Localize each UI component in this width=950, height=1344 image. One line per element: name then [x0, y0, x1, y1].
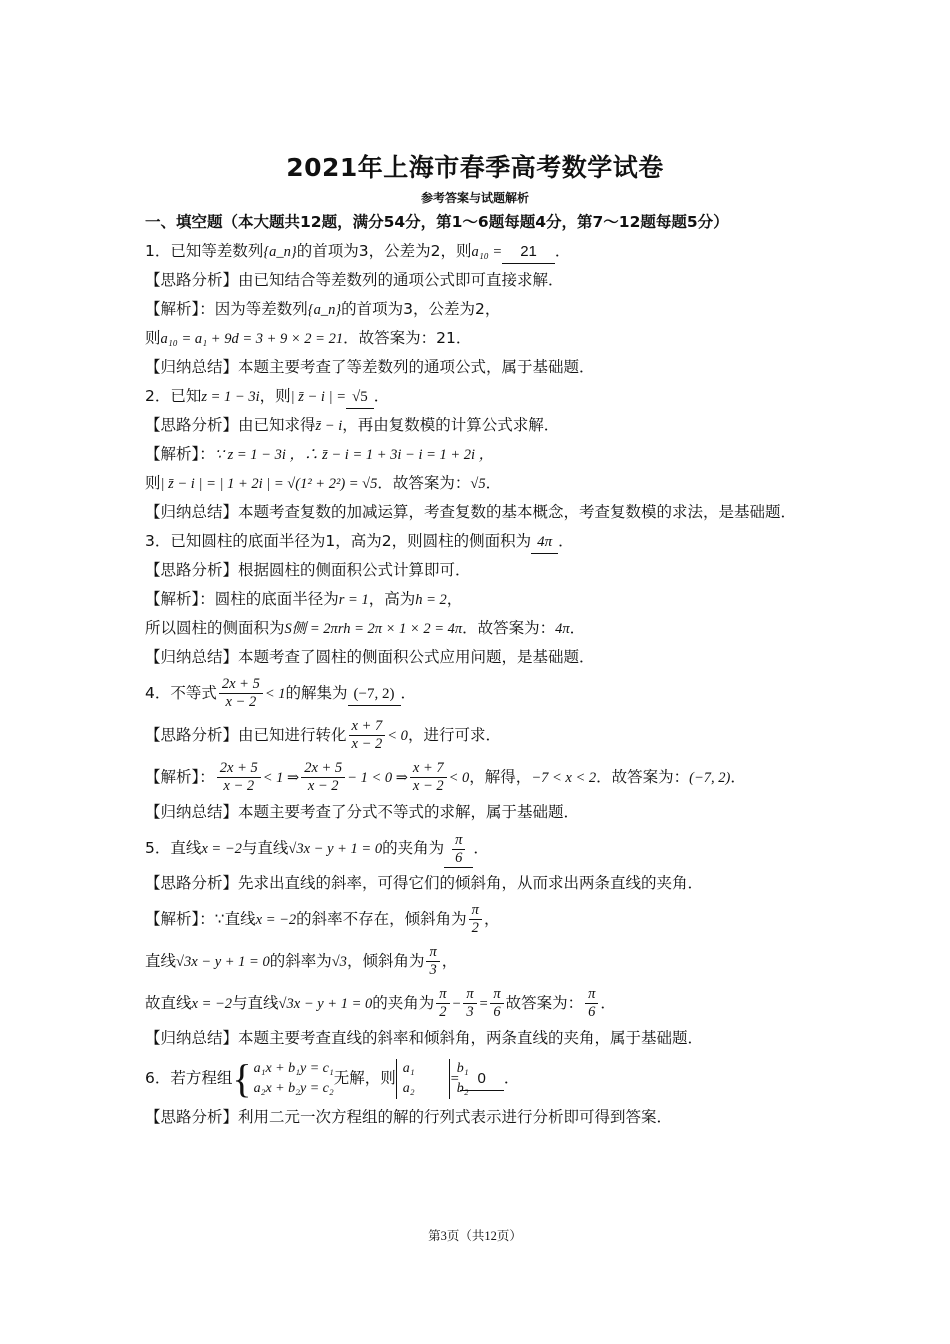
document-body: [145, 208, 825, 1132]
question-1-solution: 【解析】：因为等差数列{a_n}的首项为3，公差为2，: [145, 300, 501, 318]
fraction: $\frac{\pi}{3}$: [426, 944, 439, 979]
equation-system: { a₁x + b₁y = c₁ a₂x + b₂y = c₂: [232, 1055, 334, 1101]
fraction: $\frac{2x + 5}{x - 2}$: [219, 676, 263, 711]
section-heading: 一、填空题（本大题共12题，满分54分，第1～6题每题4分，第7～12题每题5分）: [145, 213, 729, 231]
fraction: $\frac{2x + 5}{x - 2}$: [301, 760, 345, 795]
question-5-analysis: 【思路分析】先求出直线的斜率，可得它们的倾斜角，从而求出两条直线的夹角．: [145, 874, 704, 892]
question-6-analysis: 【思路分析】利用二元一次方程组的解的行列式表示进行分析即可得到答案．: [145, 1108, 673, 1126]
fraction: $\frac{\pi}{6}$: [490, 986, 503, 1021]
question-2-solution: 【解析】：∵ z = 1 − 3i ，∴ z̄ − i = 1 + 3i − i = 1 + 2i ，: [145, 445, 494, 463]
fraction: $\frac{\pi}{6}$: [452, 832, 465, 867]
fraction: $\frac{x + 7}{x - 2}$: [410, 760, 447, 795]
answer-blank: [444, 832, 473, 868]
question-5-summary: 【归纳总结】本题主要考查直线的斜率和倾斜角，两条直线的夹角，属于基础题．: [145, 1029, 704, 1047]
fraction: $\frac{\pi}{6}$: [585, 986, 598, 1021]
fraction: $\frac{2x + 5}{x - 2}$: [217, 760, 261, 795]
question-5-solution: 【解析】：∵直线x = −2的斜率不存在，倾斜角为 $\frac{\pi}{2}$ ，: [145, 902, 500, 936]
question-2-stem: 2．已知z = 1 − 3i，则| z̄ − i | = √5 ．: [145, 382, 825, 411]
question-4-summary: 【归纳总结】本题主要考查了分式不等式的求解，属于基础题．: [145, 803, 580, 821]
question-2-solution-2: 则| z̄ − i | = | 1 + 2i | = √(1² + 2²) = √5．故答案为：√5．: [145, 474, 502, 492]
question-5-solution-3: 故直线x = −2与直线√3x − y + 1 = 0的夹角为 $\frac{\pi}{2}$ − $\frac{\pi}{3}$ = $\frac{\pi}{6}$ 故答案为： $\frac{\pi}{6}$ ．: [145, 986, 616, 1020]
question-3-solution-2: 所以圆柱的侧面积为S侧 = 2πrh = 2π × 1 × 2 = 4π．故答案为：4π．: [145, 619, 586, 637]
page-title: 2021年上海市春季高考数学试卷: [286, 153, 664, 182]
answer-blank: 0: [460, 1068, 504, 1091]
answer-blank: (−7, 2): [348, 683, 401, 706]
question-3-summary: 【归纳总结】本题考查了圆柱的侧面积公式应用问题，是基础题．: [145, 648, 595, 666]
page-subtitle: 参考答案与试题解析: [420, 191, 529, 205]
fraction: $\frac{\pi}{2}$: [436, 986, 449, 1021]
question-4-solution: 【解析】： $\frac{2x + 5}{x - 2}$ < 1 ⇒ $\frac{2x + 5}{x - 2}$ − 1 < 0 ⇒ $\frac{x + 7}{x - 2}$ < 0，解得，−7 < x < 2．故答案为：(−7, 2)．: [145, 760, 746, 794]
fraction: $\frac{\pi}{3}$: [463, 986, 476, 1021]
question-3-analysis: 【思路分析】根据圆柱的侧面积公式计算即可．: [145, 561, 471, 579]
page-footer: 第3页（共12页）: [428, 1229, 522, 1243]
question-4-analysis: 【思路分析】由已知进行转化 $\frac{x + 7}{x - 2}$ < 0，进行可求．: [145, 718, 501, 752]
answer-blank: 4π: [531, 531, 558, 554]
question-3-stem: 3．已知圆柱的底面半径为1，高为2，则圆柱的侧面积为 4π ．: [145, 527, 825, 556]
question-1-analysis: 【思路分析】由已知结合等差数列的通项公式即可直接求解．: [145, 271, 564, 289]
question-3-solution: 【解析】：圆柱的底面半径为r = 1，高为h = 2，: [145, 590, 463, 608]
question-5-solution-2: 直线√3x − y + 1 = 0的斜率为√3，倾斜角为 $\frac{\pi}{3}$ ，: [145, 944, 458, 978]
fraction: $\frac{x + 7}{x - 2}$: [349, 718, 386, 753]
question-2-analysis: 【思路分析】由已知求得z̄ − i，再由复数模的计算公式求解．: [145, 416, 560, 434]
answer-blank: 21: [502, 241, 555, 264]
question-2-summary: 【归纳总结】本题考查复数的加减运算，考查复数的基本概念，考查复数模的求法，是基础题．: [145, 503, 797, 521]
question-1-stem: 1．已知等差数列{a_n}的首项为3，公差为2，则a₁₀ = 21 ．: [145, 237, 825, 266]
fraction: $\frac{\pi}{2}$: [469, 902, 482, 937]
question-4-stem: 4．不等式 $\frac{2x + 5}{x - 2}$ < 1的解集为 (−7, 2) ．: [145, 676, 417, 710]
answer-blank: √5: [346, 386, 374, 409]
question-6-stem: 6．若方程组 { a₁x + b₁y = c₁ a₂x + b₂y = c₂ 无解，则 a₁ b₁ a₂ b₂ = 0 ．: [145, 1055, 520, 1101]
question-1-solution-2: 则a₁₀ = a₁ + 9d = 3 + 9 × 2 = 21．故答案为：21．: [145, 329, 472, 347]
question-5-stem: 5．直线x = −2与直线√3x − y + 1 = 0的夹角为 $\frac{\pi}{6}$ ．: [145, 832, 489, 867]
determinant: a₁ b₁ a₂ b₂: [396, 1059, 450, 1099]
question-1-summary: 【归纳总结】本题主要考查了等差数列的通项公式，属于基础题．: [145, 358, 595, 376]
